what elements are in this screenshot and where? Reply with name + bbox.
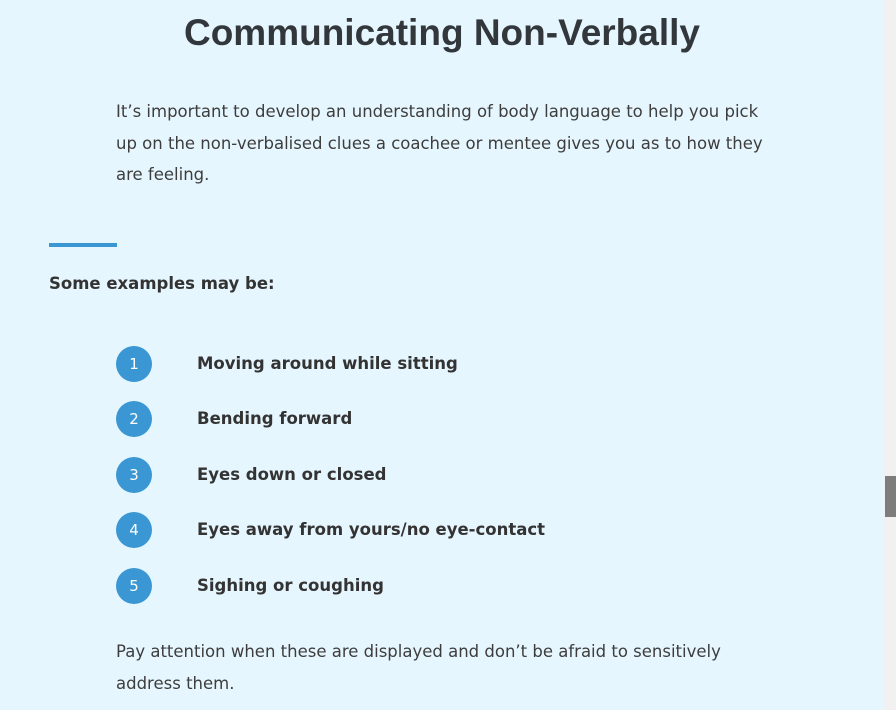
list-item [116,568,816,623]
page-title: Communicating Non-Verbally [183,12,700,53]
list-item [116,401,816,456]
list-item-text: Eyes away from yours/no eye-contact [197,520,546,540]
list-item-text: Bending forward [197,409,353,429]
intro-paragraph: It’s important to develop an understanding of body language to help you pick up on the non-verbalised clues a coachee or mentee gives you as to how they are feeling. [116,102,763,184]
number-badge: 5 [116,568,152,604]
list-item [116,512,816,567]
number-badge: 1 [116,346,152,382]
number-badge: 3 [116,457,152,493]
scrollbar-thumb[interactable] [885,476,896,517]
vertical-scrollbar[interactable] [884,0,896,710]
examples-list [116,346,816,623]
list-item [116,346,816,401]
examples-heading: Some examples may be: [49,274,275,293]
list-item-text: Eyes down or closed [197,464,387,484]
list-item-text: Moving around while sitting [197,354,458,373]
number-badge: 2 [116,401,152,437]
list-item [116,457,816,512]
outro-paragraph: Pay attention when these are displayed and don’t be afraid to sensitively address them. [116,642,721,693]
list-item-text: Sighing or coughing [197,575,384,595]
section-divider [49,243,117,247]
number-badge: 4 [116,512,152,548]
